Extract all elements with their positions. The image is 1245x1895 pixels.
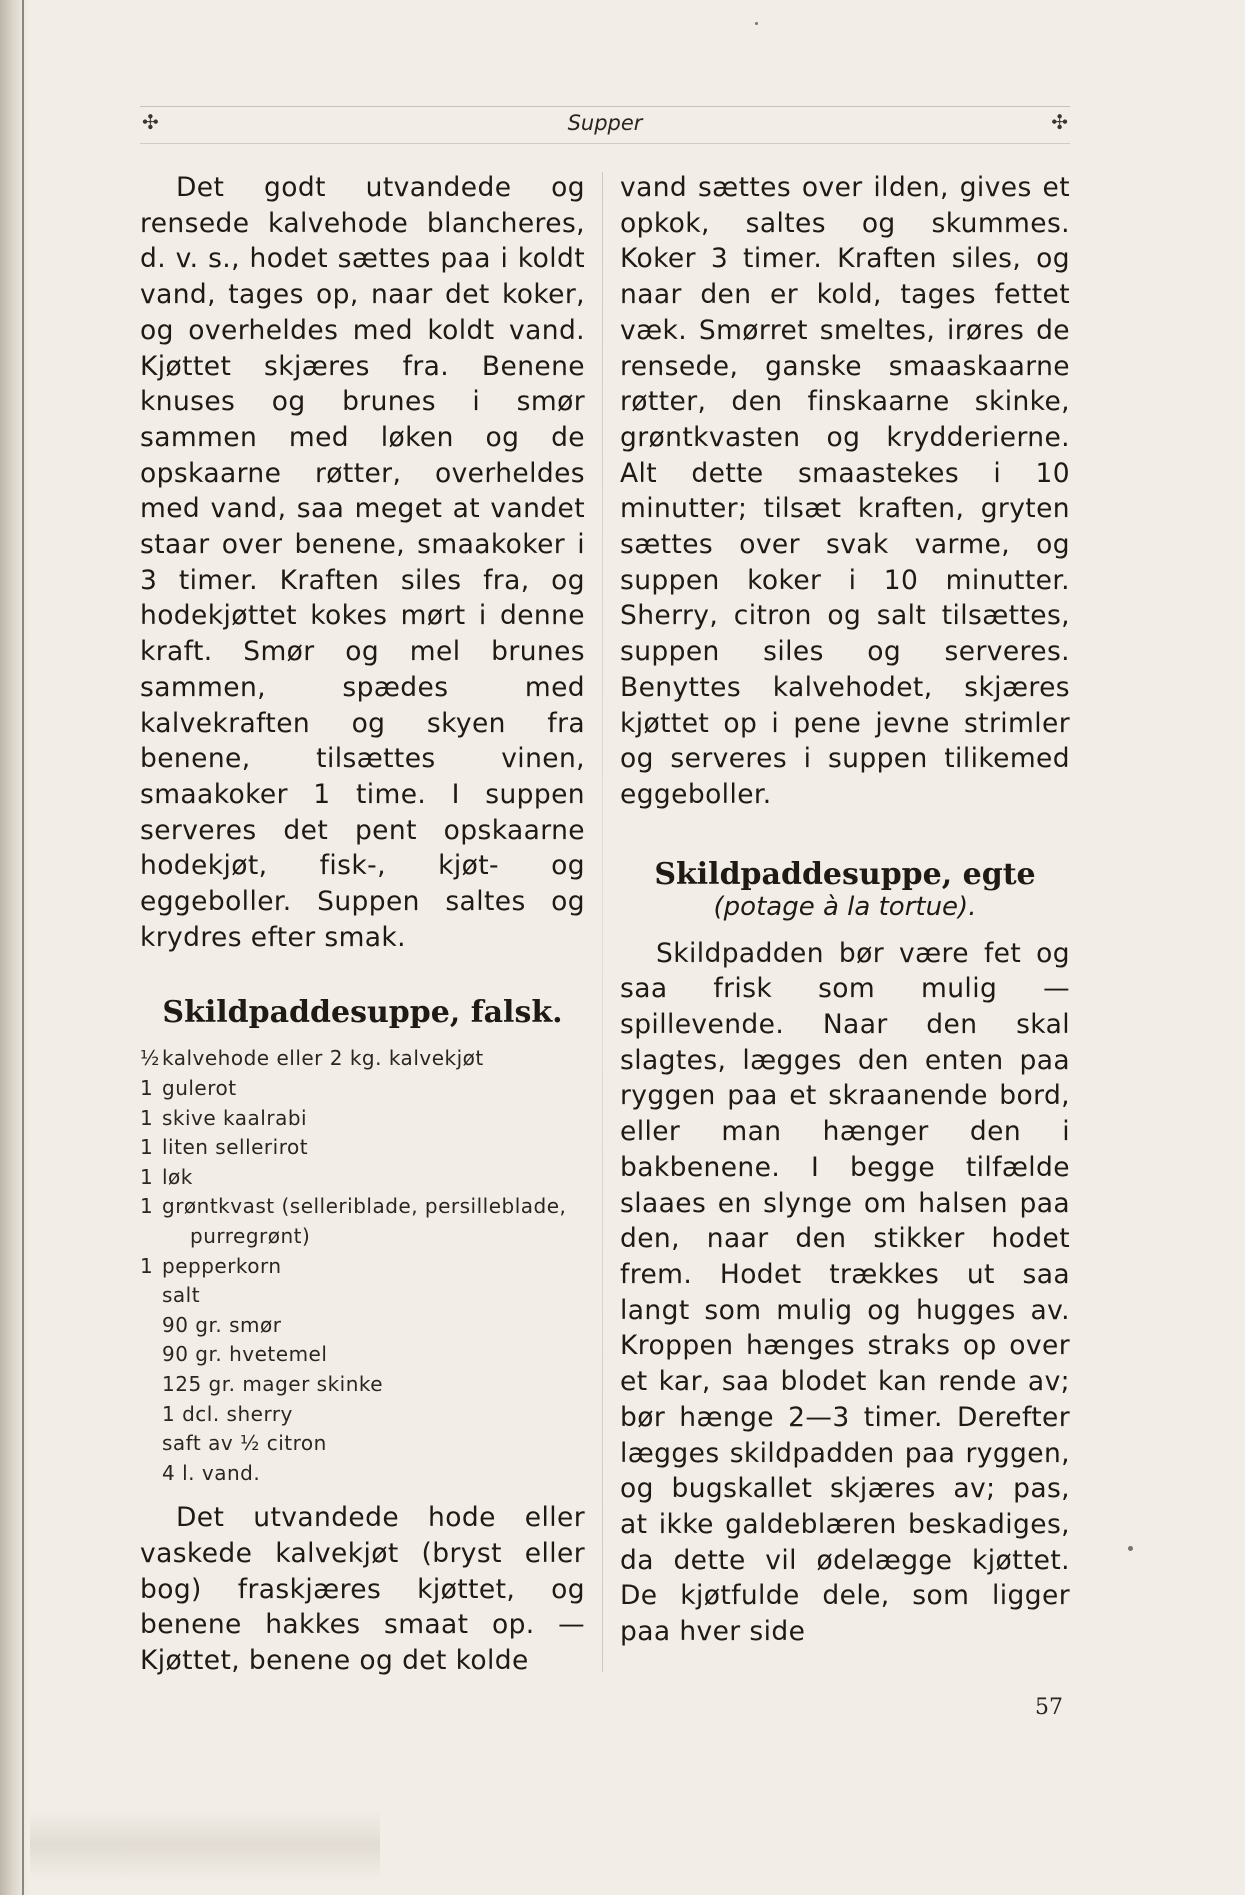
page-shadow bbox=[30, 1810, 380, 1880]
ingredient-text: 125 gr. mager skinke bbox=[162, 1372, 384, 1396]
ingredient-quantity: 1 bbox=[140, 1164, 154, 1189]
ingredient-text: 1 dcl. sherry bbox=[162, 1401, 293, 1426]
left-column bbox=[140, 170, 585, 1679]
ingredient-text: 4 l. vand. bbox=[162, 1460, 261, 1485]
paper-speck bbox=[755, 22, 758, 25]
right-column bbox=[620, 170, 1070, 1650]
ornament-right-icon: ✣ bbox=[1051, 110, 1068, 134]
ingredient-item bbox=[140, 1340, 585, 1370]
ingredient-text: gulerot bbox=[162, 1076, 237, 1101]
ingredient-text: grøntkvast (selleriblade, persilleblade, purregrønt) bbox=[162, 1194, 567, 1249]
ingredient-quantity: 1 bbox=[140, 1253, 154, 1278]
recipe-heading-egte: Skildpaddesuppe, egte bbox=[654, 856, 1036, 892]
ingredient-text: kalvehode eller 2 kg. kalvekjøt bbox=[162, 1046, 484, 1071]
ingredient-text: løk bbox=[162, 1164, 193, 1189]
ingredient-item bbox=[140, 1429, 585, 1459]
column-divider bbox=[602, 172, 603, 1672]
book-gutter-edge bbox=[0, 0, 30, 1895]
ingredient-quantity: 1 bbox=[140, 1135, 154, 1160]
continued-paragraph: vand sættes over ilden, gives et opkok, saltes og skummes. Koker 3 timer. Kraften siles, og naar den er kold, tages fettet væk. Smørret smeltes, irøres de rensede, ganske smaaskaarne røtter, den finskaarne skinke, grøntkvasten og krydderierne. Alt dette smaastekes i 10 minutter; tilsæt kraften, gryten sættes over svak varme, og suppen koker i 10 minutter. Sherry, citron og salt tilsættes, suppen siles og serveres. Benyttes kalvehodet, skjæres kjøttet op i pene jevne strimler og serveres i suppen tilikemed eggeboller. bbox=[620, 172, 1070, 810]
running-header-title: Supper bbox=[567, 111, 643, 135]
ingredient-item bbox=[140, 1370, 585, 1400]
recipe-subheading: (potage à la tortue). bbox=[713, 891, 977, 922]
page-number: 57 bbox=[1035, 1695, 1063, 1720]
ingredient-item bbox=[140, 1104, 585, 1134]
ingredient-text: 90 gr. hvetemel bbox=[162, 1342, 328, 1367]
ingredient-text: saft av ½ citron bbox=[162, 1431, 327, 1456]
ingredient-quantity: 1 bbox=[140, 1105, 154, 1130]
ingredient-text: skive kaalrabi bbox=[162, 1105, 308, 1130]
ingredient-item bbox=[140, 1044, 585, 1074]
ingredient-text: pepperkorn bbox=[162, 1253, 282, 1278]
ingredient-item bbox=[140, 1133, 585, 1163]
ingredient-quantity: ½ bbox=[140, 1046, 160, 1071]
intro-paragraph: Det godt utvandede og rensede kalvehode blancheres, d. v. s., hodet sættes paa i koldt vand, tages op, naar det koker, og overheldes med koldt vand. Kjøttet skjæres fra. Benene knuses og brunes i smør sammen med løken og de opskaarne røtter, overheldes med vand, saa meget at vandet staar over benene, smaakoker i 3 timer. Kraften siles fra, og hodekjøttet kokes mørt i denne kraft. Smør og mel brunes sammen, spædes med kalvekraften og skyen fra benene, tilsættes vinen, smaakoker 1 time. I suppen serveres det pent opskaarne hodekjøt, fisk-, kjøt- og eggeboller. Suppen saltes og krydres efter smak. bbox=[140, 172, 585, 953]
ingredient-item bbox=[140, 1163, 585, 1193]
ingredient-item bbox=[140, 1311, 585, 1341]
ingredient-text: liten sellerirot bbox=[162, 1135, 309, 1160]
running-header bbox=[140, 106, 1070, 144]
ingredient-text: 90 gr. smør bbox=[162, 1312, 282, 1337]
recipe-heading-falsk: Skildpaddesuppe, falsk. bbox=[162, 995, 563, 1031]
ingredient-item bbox=[140, 1400, 585, 1430]
method-paragraph: Det utvandede hode eller vaskede kalvekjøt (bryst eller bog) fraskjæres kjøttet, og benene hakkes smaat op. — Kjøttet, benene og det kolde bbox=[140, 1502, 585, 1677]
ingredient-quantity: 1 bbox=[140, 1076, 154, 1101]
ingredient-text: salt bbox=[162, 1283, 201, 1308]
ingredient-item bbox=[140, 1281, 585, 1311]
ingredient-item bbox=[140, 1252, 585, 1282]
ingredient-item bbox=[140, 1459, 585, 1489]
ingredient-quantity: 1 bbox=[140, 1194, 154, 1219]
ingredient-item bbox=[140, 1192, 585, 1251]
ingredient-list bbox=[140, 1044, 585, 1488]
ingredient-item bbox=[140, 1074, 585, 1104]
ornament-left-icon: ✣ bbox=[142, 110, 159, 134]
recipe-paragraph-egte: Skildpadden bør være fet og saa frisk som mulig — spillevende. Naar den skal slagtes, lægges den enten paa ryggen paa et skraanende bord, eller man hænger den i bakbenene. I begge tilfælde slaaes en slynge om halsen paa den, naar den stikker hodet frem. Hodet trækkes ut saa langt som mulig og hugges av. Kroppen hænges straks op over et kar, saa blodet kan rende av; bør hænge 2—3 timer. Derefter lægges skildpadden paa ryggen, og bugskallet skjæres av; pas, at ikke galdeblæren beskadiges, da dette vil ødelægge kjøttet. De kjøtfulde dele, som ligger paa hver side bbox=[620, 937, 1070, 1648]
paper-speck bbox=[1128, 1546, 1133, 1551]
